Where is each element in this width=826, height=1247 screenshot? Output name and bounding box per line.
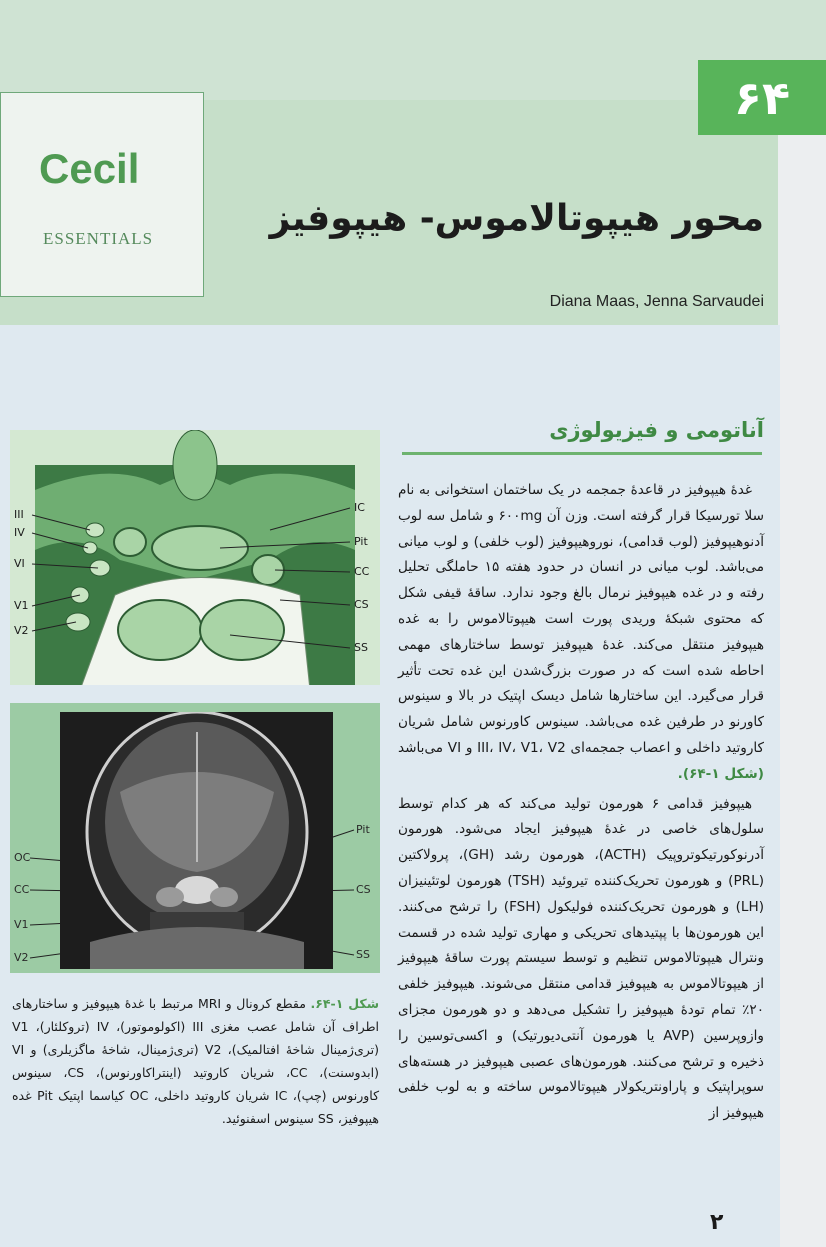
label-SS-mri: SS — [356, 948, 370, 961]
figure-caption — [12, 992, 379, 1130]
label-Pit: Pit — [354, 535, 368, 548]
section-heading-rule — [402, 452, 762, 455]
figure-caption-text: مقطع کرونال و MRI مرتبط با غدهٔ هیپوفیز و ساختارهای اطراف آن شامل عصب مغزی III (اکولوموتور)، IV (تروکلئار)، V1 (تری‌ژمینال شاخهٔ افتالمیک)، V2 (تری‌ژمینال، شاخهٔ ماگزیلری) و VI (ابدوسنت)، CC، شریان کاروتید (اینتراکاورنوس)، CS، سینوس کاورنوس (چپ)، IC شریان کاروتید داخلی، OC کیاسما اپتیک Pit غده هیپوفیز، SS سینوس اسفنوئید. — [12, 996, 380, 1126]
paragraph-anatomy-text: غدهٔ هیپوفیز در قاعدهٔ جمجمه در یک ساختمان استخوانی به نام سلا تورسیکا قرار گرفته است. وزن آن ۶۰۰mg و شامل سه لوب آدنوهیپوفیز (لوب قدامی)، نوروهیپوفیز (لوب خلفی) و لوب میانی می‌باشد. لوب میانی در انسان در حدود هفته ۱۵ حاملگی تحلیل رفته و در غده هیپوفیز نرمال بالغ وجود ندارد. ساقهٔ قیفی شکل که محتوی شبکهٔ وریدی پورت است هیپوتالاموس را به غده هیپوفیز منتقل می‌کند. غدهٔ هیپوفیز توسط ساختارهای مهمی احاطه شده است که در صورت بزرگ‌شدن این غده تحت تأثیر قرار می‌گیرد. این ساختارها شامل دیسک اپتیک در بالا و سینوس کاورنو در طرفین غده می‌باشد. سینوس کاورنوس شامل شریان کاروتید داخلی و اعصاب جمجمه‌ای III، IV، V1، V2 و VI می‌باشد — [398, 482, 764, 756]
label-IC: IC — [354, 501, 365, 514]
chapter-title: محور هیپوتالاموس- هیپوفیز — [269, 198, 764, 239]
label-SS: SS — [354, 641, 368, 654]
coronal-section-figure — [10, 430, 380, 685]
chapter-number: ۶۴ — [698, 60, 826, 135]
label-OC: OC — [14, 851, 31, 864]
label-IV: IV — [14, 526, 25, 539]
label-V1-mri: V1 — [14, 918, 29, 931]
page-number: ۲ — [710, 1210, 724, 1235]
label-V1: V1 — [14, 599, 29, 612]
label-CS: CS — [354, 598, 369, 611]
coronal-section-illustration — [10, 430, 380, 685]
label-III: III — [14, 508, 24, 521]
brand-box — [0, 92, 204, 297]
paragraph-anatomy — [398, 478, 764, 788]
label-Pit-mri: Pit — [356, 823, 370, 836]
label-CC: CC — [354, 565, 370, 578]
label-CS-mri: CS — [356, 883, 371, 896]
paragraph-hormones: هیپوفیز قدامی ۶ هورمون تولید می‌کند که هر کدام توسط سلول‌های خاصی در غدهٔ هیپوفیز ایجاد می‌شود. هورمون آدرنوکورتیکوتروپیک (ACTH)، هورمون رشد (GH)، پرولاکتین (PRL) و هورمون تحریک‌کننده تیروئید (TSH) هورمون لوتئینیزان (LH) و هورمون تحریک‌کننده فولیکول (FSH) را ترشح می‌کنند. این هورمون‌ها با پپتیدهای تحریکی و مهاری تولید شده در قسمت ونترال هیپوتالاموس تنظیم و توسط سیستم پورت ساقهٔ هیپوفیز از هیپوتالاموس به هیپوفیز قدامی منتقل می‌شوند. هیپوفیز خلفی ۲۰٪ تمام تودهٔ هیپوفیز را تشکیل می‌دهد و دو هورمون مجزای وازوپرسین (AVP یا هورمون آنتی‌دیورتیک) و اکسی‌توسین را ذخیره و ترشح می‌کنند. هورمون‌های عصبی هیپوفیز در هسته‌های سوپراپتیک و پاراونتریکولار هیپوتالاموس ساخته و به لوب خلفی هیپوفیز از — [398, 795, 765, 1122]
label-VI: VI — [14, 557, 25, 570]
label-V2-mri: V2 — [14, 951, 29, 964]
label-CC-mri: CC — [14, 883, 30, 896]
mri-image — [60, 712, 333, 969]
body-text-column — [398, 478, 764, 1131]
label-V2: V2 — [14, 624, 29, 637]
figure-caption-label: شکل ۱-۶۴. — [310, 996, 379, 1011]
brand-title: Cecil — [39, 145, 140, 192]
section-heading: آناتومی و فیزیولوژی — [549, 418, 764, 442]
figure-reference: (شکل ۱-۶۴). — [677, 765, 764, 782]
chapter-authors: Diana Maas, Jenna Sarvaudei — [549, 293, 764, 310]
brand-subtitle: ESSENTIALS — [43, 229, 154, 248]
